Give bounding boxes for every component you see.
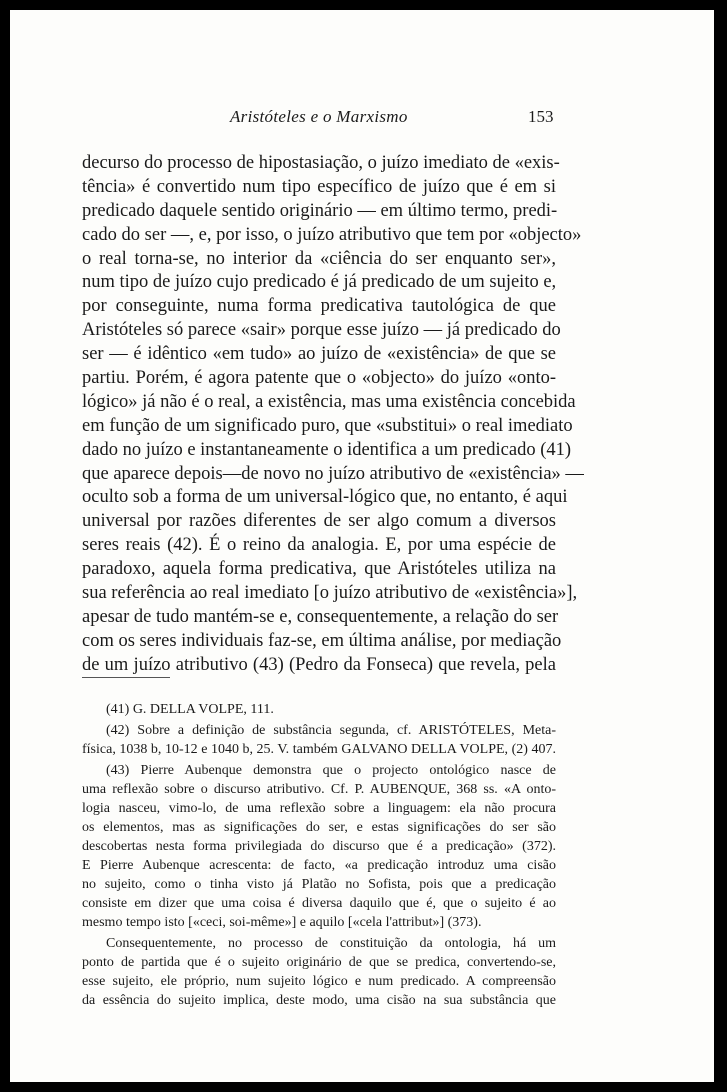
text-line: tência» é convertido num tipo específico de juízo que é em si <box>82 176 556 197</box>
footnote-line: uma reflexão sobre o discurso atributivo. Cf. P. AUBENQUE, 368 ss. «A onto- <box>82 782 556 797</box>
text-line: seres reais (42). É o reino da analogia. E, por uma espécie de <box>82 535 556 556</box>
text-line: partiu. Porém, é agora patente que o «objecto» do juízo «onto- <box>82 368 556 389</box>
text-line: paradoxo, aquela forma predicativa, que Aristóteles utiliza na <box>82 559 556 580</box>
text-line: o real torna-se, no interior da «ciência do ser enquanto ser», <box>82 248 556 269</box>
footnote-line: logia nasceu, vimo-lo, de uma reflexão sobre a linguagem: ela não procura <box>82 801 556 816</box>
text-line: lógico» já não é o real, a existência, mas uma existência concebida <box>82 391 576 412</box>
footnote-43: (43) Pierre Aubenque demonstra que o projecto ontológico nasce de <box>106 763 556 778</box>
footnote-separator <box>82 677 170 678</box>
running-head <box>10 107 714 131</box>
footnote-line: da essência do sujeito implica, deste modo, uma cisão na sua substância que <box>82 993 556 1008</box>
text-line: ser — é idêntico «em tudo» ao juízo de «existência» de que se <box>82 344 556 365</box>
text-line: predicado daquele sentido originário — em último termo, predi- <box>82 200 558 221</box>
text-line: de um juízo atributivo (43) (Pedro da Fonseca) que revela, pela <box>82 654 556 675</box>
footnote-41: (41) G. DELLA VOLPE, 111. <box>106 702 274 717</box>
footnote-line: no sujeito, como o tinha visto já Platão no Sofista, pois que a predicação <box>82 877 556 892</box>
text-line: decurso do processo de hipostasiação, o juízo imediato de «exis- <box>82 153 560 173</box>
footnotes <box>82 700 556 1010</box>
text-line: dado no juízo e instantaneamente o identifica a um predicado (41) <box>82 439 572 460</box>
text-line: apesar de tudo mantém-se e, consequentemente, a relação do ser <box>82 606 559 627</box>
text-line: universal por razões diferentes de ser algo comum a diversos <box>82 511 556 532</box>
footnote-line: física, 1038 b, 10-12 e 1040 b, 25. V. também GALVANO DELLA VOLPE, (2) 407. <box>82 742 556 757</box>
footnote-42: (42) Sobre a definição de substância segunda, cf. ARISTÓTELES, Meta- <box>106 723 556 738</box>
footnote-paragraph: Consequentemente, no processo de constituição da ontologia, há um <box>106 936 556 951</box>
text-line: sua referência ao real imediato [o juízo atributivo de «existência»], <box>82 583 578 604</box>
text-line: por conseguinte, numa forma predicativa tautológica de que <box>82 296 556 317</box>
book-page <box>10 10 714 1082</box>
footnote-line: descobertas nesta forma privilegiada do discurso que é a predicação» (372). <box>82 839 556 854</box>
text-line: em função de um significado puro, que «substitui» o real imediato <box>82 415 573 436</box>
main-text <box>82 152 584 678</box>
running-title: Aristóteles e o Marxismo <box>230 107 408 126</box>
footnote-line: mesmo tempo isto [«ceci, soi-même»] e aquilo [«cela l'attribut»] (373). <box>82 915 482 930</box>
footnote-line: os elementos, mas as significações do ser, e estas significações do ser são <box>82 820 556 835</box>
text-line: com os seres individuais faz-se, em última análise, por mediação <box>82 630 562 651</box>
footnote-line: esse sujeito, ele próprio, num sujeito lógico e num predicado. A compreensão <box>82 974 556 989</box>
text-line: oculto sob a forma de um universal-lógico que, no entanto, é aqui <box>82 487 568 508</box>
page-number: 153 <box>528 107 554 126</box>
text-line: cado do ser —, e, por isso, o juízo atributivo que tem por «objecto» <box>82 224 582 245</box>
footnote-line: consiste em dizer que uma coisa é diversa daquilo que é, que o sujeito é ao <box>82 896 556 911</box>
footnote-line: ponto de partida que é o sujeito originário de que se predica, convertendo-se, <box>82 955 556 970</box>
text-line: num tipo de juízo cujo predicado é já predicado de um sujeito e, <box>82 272 557 293</box>
footnote-line: E Pierre Aubenque acrescenta: de facto, «a predicação introduz uma cisão <box>82 858 556 873</box>
text-line: Aristóteles só parece «sair» porque esse juízo — já predicado do <box>82 320 561 341</box>
text-line: que aparece depois—de novo no juízo atributivo de «existência» — <box>82 463 584 484</box>
